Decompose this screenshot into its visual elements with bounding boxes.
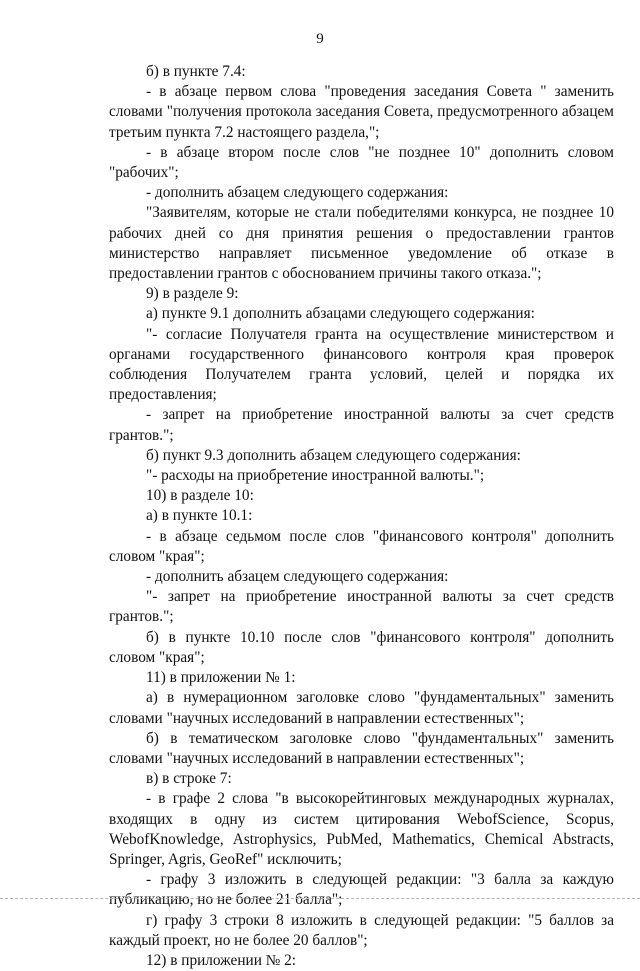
- paragraph: в) в строке 7:: [146, 770, 232, 788]
- paragraph: - графу 3 изложить в следующей редакции: "3 балла за каждую публикацию, но не более 21 балла";: [109, 871, 614, 909]
- document-body: [109, 62, 614, 971]
- paragraph: - в графе 2 слова "в высокорейтинговых международных журналах, входящих в одну из систем цитирования WebofScience, Scopus, WebofKnowledge, Astrophysics, PubMed, Mathematics, Chemical Abstracts, Springer, Agris, GeoRef" исключить;: [109, 790, 614, 868]
- paragraph: б) пункт 9.3 дополнить абзацем следующего содержания:: [146, 446, 521, 464]
- page-number: 9: [316, 31, 324, 47]
- paragraph: б) в пункте 7.4:: [146, 63, 246, 80]
- paragraph: "Заявителям, которые не стали победителями конкурса, не позднее 10 рабочих дней со дня принятия решения о предоставлении грантов министерство направляет письменное уведомление об отказе в предоставлении грантов с обоснованием причины такого отказа.";: [109, 204, 614, 283]
- paragraph: 12) в приложении № 2:: [146, 951, 297, 969]
- paragraph: "- запрет на приобретение иностранной валюты за счет средств грантов.";: [109, 588, 614, 626]
- paragraph: б) в пункте 10.10 после слов "финансового контроля" дополнить словом "края";: [109, 628, 614, 666]
- paragraph: - дополнить абзацем следующего содержания:: [146, 184, 449, 202]
- paragraph: 11) в приложении № 1:: [146, 669, 296, 687]
- paragraph: а) в нумерационном заголовке слово "фундаментальных" заменить словами "научных исследований в направлении естественных";: [109, 689, 614, 727]
- paragraph: 9) в разделе 9:: [146, 285, 239, 303]
- paragraph: а) в пункте 10.1:: [146, 507, 253, 525]
- paragraph: 10) в разделе 10:: [146, 487, 254, 505]
- paragraph: - в абзаце первом слова "проведения заседания Совета " заменить словами "получения протокола заседания Совета, предусмотренного абзацем третьим пункта 7.2 настоящего раздела,";: [109, 83, 614, 141]
- paragraph: а) пункте 9.1 дополнить абзацами следующего содержания:: [146, 305, 535, 323]
- paragraph: б) в тематическом заголовке слово "фундаментальных" заменить словами "научных исследований в направлении естественных";: [109, 729, 614, 767]
- paragraph: "- согласие Получателя гранта на осуществление министерством и органами государственного финансового контроля края проверок соблюдения Получателем гранта условий, целей и порядка их предоставления;: [109, 325, 614, 404]
- paragraph: - запрет на приобретение иностранной валюты за счет средств грантов.";: [109, 406, 614, 444]
- paragraph: г) графу 3 строки 8 изложить в следующей редакции: "5 баллов за каждый проект, но не более 20 баллов";: [109, 911, 614, 949]
- paragraph: - в абзаце седьмом после слов "финансового контроля" дополнить словом "края";: [109, 527, 614, 565]
- page-edge-divider: [0, 898, 640, 900]
- paragraph: - в абзаце втором после слов "не позднее 10" дополнить словом "рабочих";: [109, 143, 614, 182]
- paragraph: "- расходы на приобретение иностранной валюты.";: [146, 467, 485, 485]
- paragraph: - дополнить абзацем следующего содержания:: [146, 568, 449, 586]
